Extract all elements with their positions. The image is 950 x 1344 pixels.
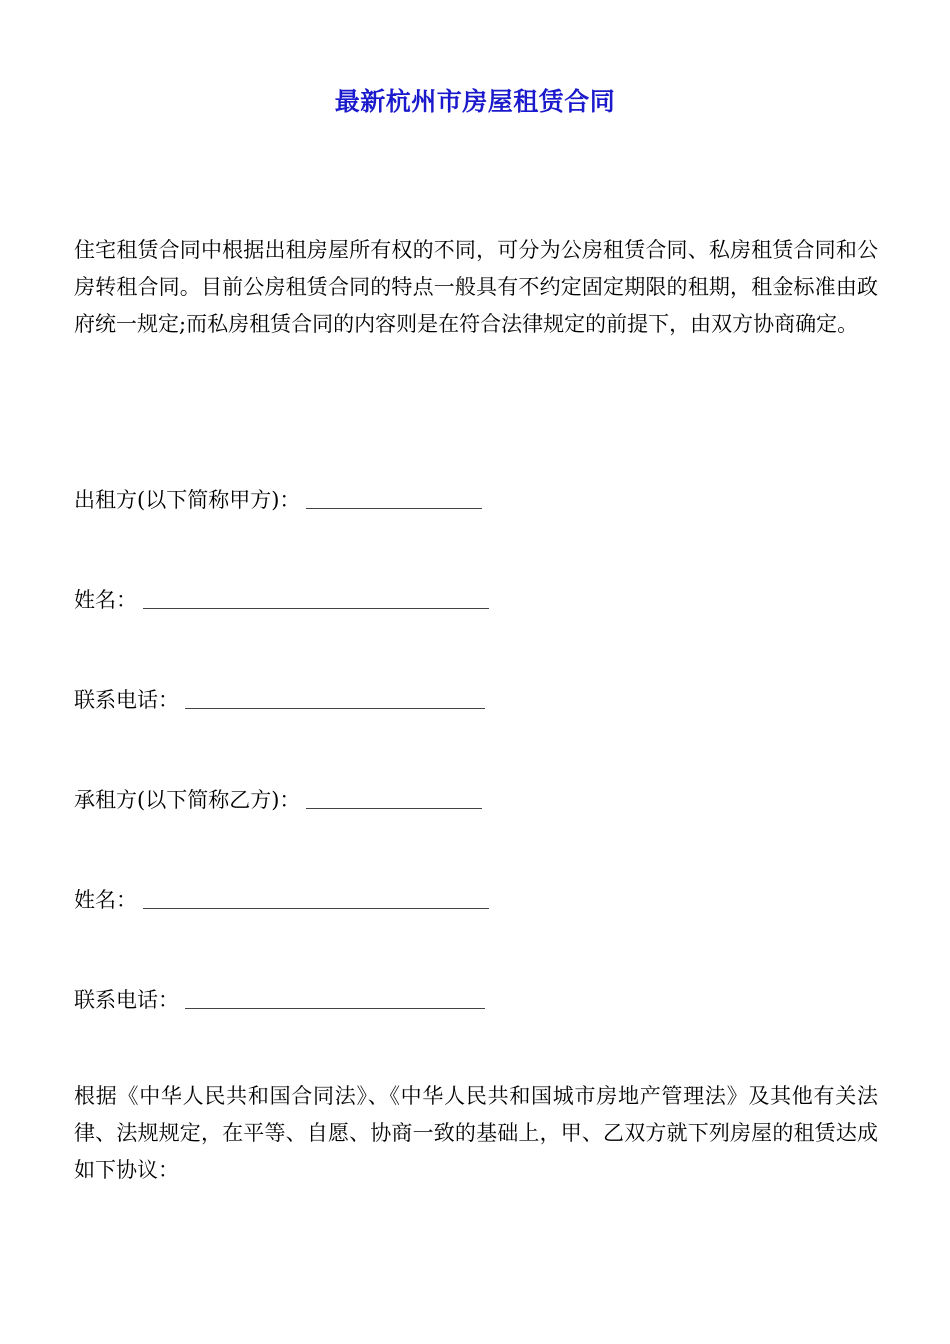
lessor-phone-blank-line[interactable]: [185, 707, 485, 709]
lessor-phone-label: 联系电话：: [74, 688, 179, 712]
lessor-field: [74, 485, 482, 515]
lessor-blank-line[interactable]: [306, 507, 482, 509]
closing-paragraph: 根据《中华人民共和国合同法》、《中华人民共和国城市房地产管理法》及其他有关法律、法规规定，在平等、自愿、协商一致的基础上，甲、乙双方就下列房屋的租赁达成如下协议：: [74, 1084, 878, 1182]
lessee-name-blank-line[interactable]: [143, 907, 489, 909]
lessee-blank-line[interactable]: [306, 807, 482, 809]
lessee-phone-field: [74, 985, 485, 1015]
lessee-label: 承租方(以下简称乙方)：: [74, 788, 301, 812]
document-title: 最新杭州市房屋租赁合同: [334, 87, 616, 116]
lessor-phone-field: [74, 685, 485, 715]
lessee-phone-label: 联系电话：: [74, 988, 179, 1012]
lessee-phone-blank-line[interactable]: [185, 1007, 485, 1009]
lessor-label: 出租方(以下简称甲方)：: [74, 488, 301, 512]
lessee-name-label: 姓名：: [74, 888, 137, 912]
lessee-name-field: [74, 885, 489, 915]
intro-paragraph: 住宅租赁合同中根据出租房屋所有权的不同，可分为公房租赁合同、私房租赁合同和公房转租合同。目前公房租赁合同的特点一般具有不约定固定期限的租期，租金标准由政府统一规定;而私房租赁合同的内容则是在符合法律规定的前提下，由双方协商确定。: [74, 238, 878, 336]
lessor-name-label: 姓名：: [74, 588, 137, 612]
lessor-name-blank-line[interactable]: [143, 607, 489, 609]
lessor-name-field: [74, 585, 489, 615]
lessee-field: [74, 785, 482, 815]
